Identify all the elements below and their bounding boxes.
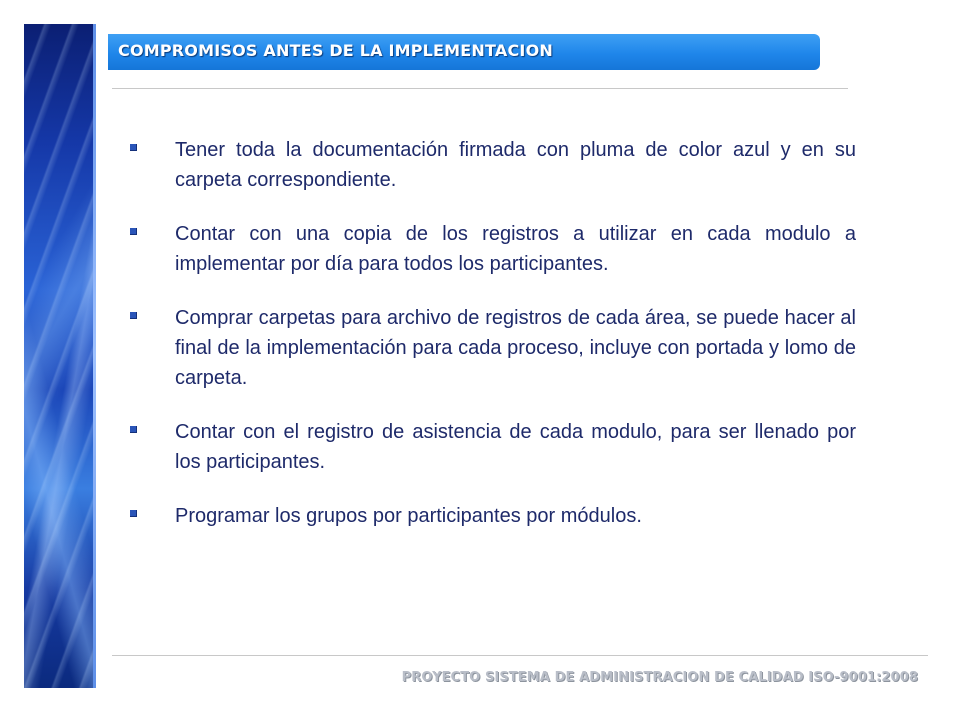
list-item [130,417,856,477]
bullet-list [130,135,856,555]
bullet-text: Programar los grupos por participantes por módulos. [175,505,642,527]
list-item [130,135,856,195]
list-item [130,501,856,531]
bullet-text: Contar con una copia de los registros a utilizar en cada modulo a implementar por día para todos los participantes. [175,223,856,275]
bullet-text: Tener toda la documentación firmada con pluma de color azul y en su carpeta correspondiente. [175,139,856,191]
decorative-light-rays [24,24,96,688]
title-bar [108,34,820,70]
list-item [130,219,856,279]
stripe-edge-highlight [93,24,96,688]
square-bullet-icon [130,228,137,235]
decorative-side-stripe [24,24,96,688]
bottom-divider [112,655,928,656]
list-item [130,303,856,393]
footer-project-name: PROYECTO SISTEMA DE ADMINISTRACION DE CALIDAD ISO-9001:2008 [401,670,918,685]
top-divider [112,88,848,89]
square-bullet-icon [130,144,137,151]
bullet-text: Contar con el registro de asistencia de cada modulo, para ser llenado por los participantes. [175,421,856,473]
square-bullet-icon [130,426,137,433]
bullet-text: Comprar carpetas para archivo de registros de cada área, se puede hacer al final de la implementación para cada proceso, incluye con portada y lomo de carpeta. [175,307,856,389]
square-bullet-icon [130,510,137,517]
square-bullet-icon [130,312,137,319]
slide-title: COMPROMISOS ANTES DE LA IMPLEMENTACION [118,41,553,60]
